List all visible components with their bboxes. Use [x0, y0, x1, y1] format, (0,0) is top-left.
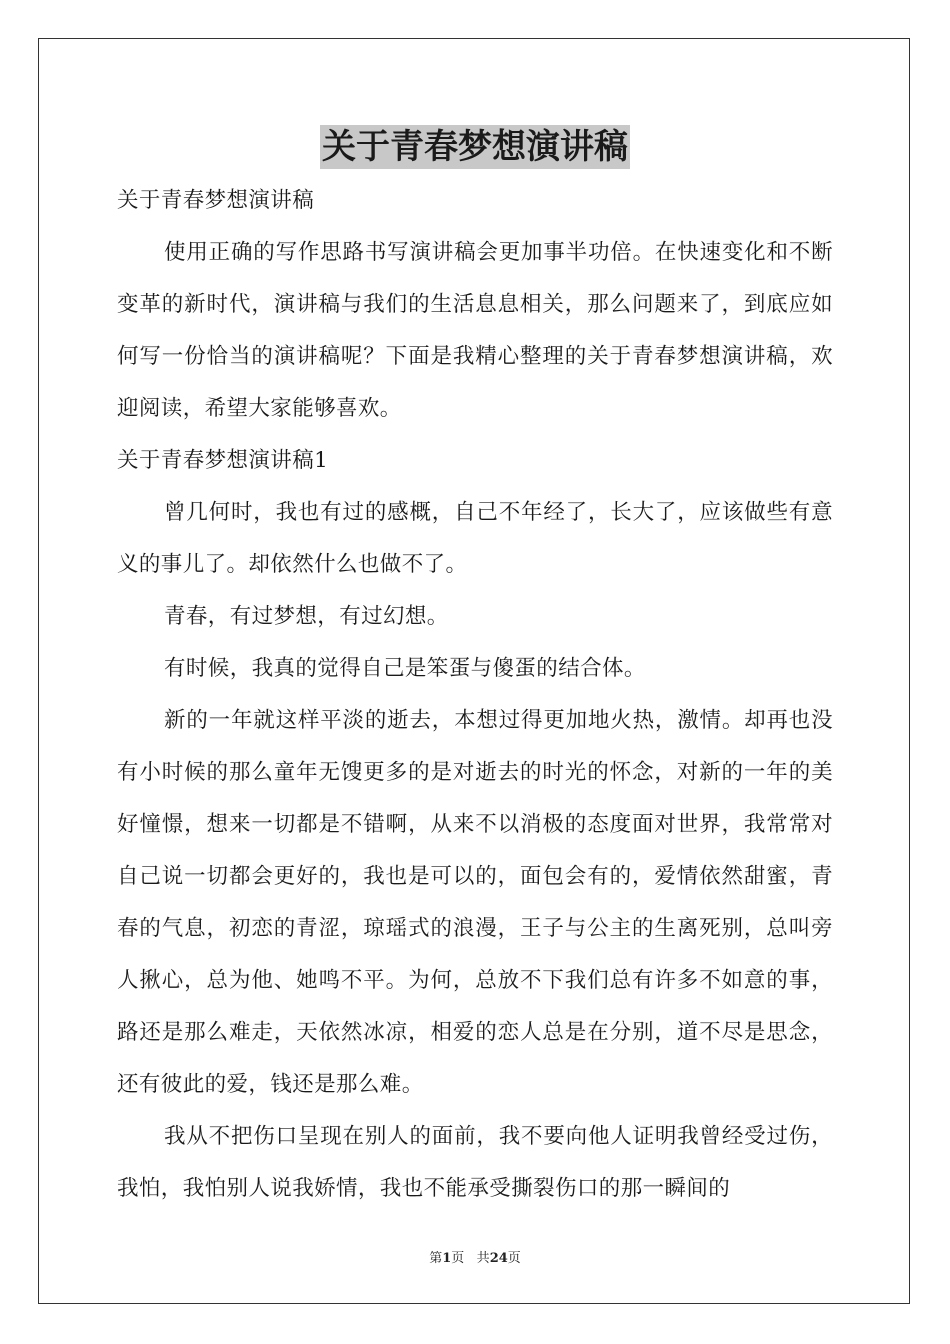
- section-heading: 关于青春梦想演讲稿1: [117, 448, 329, 473]
- document-subtitle: 关于青春梦想演讲稿: [117, 188, 315, 213]
- body-paragraph: 我从不把伤口呈现在别人的面前，我不要向他人证明我曾经受过伤，我怕，我怕别人说我娇情，我也不能承受撕裂伤口的那一瞬间的: [117, 1124, 833, 1201]
- title-container: [117, 125, 833, 173]
- document-title: 关于青春梦想演讲稿: [322, 127, 628, 167]
- body-paragraph: 曾几何时，我也有过的感概，自己不年经了，长大了，应该做些有意义的事儿了。却依然什么也做不了。: [117, 500, 833, 577]
- page-footer: [0, 1247, 950, 1266]
- page-suffix: 页: [451, 1251, 465, 1266]
- body-paragraph: 有时候，我真的觉得自己是笨蛋与傻蛋的结合体。: [164, 656, 646, 681]
- intro-paragraph: 使用正确的写作思路书写演讲稿会更加事半功倍。在快速变化和不断变革的新时代，演讲稿与我们的生活息息相关，那么问题来了，到底应如何写一份恰当的演讲稿呢？下面是我精心整理的关于青春梦想演讲稿，欢迎阅读，希望大家能够喜欢。: [117, 240, 833, 421]
- document-body: [117, 125, 833, 1215]
- total-prefix: 共: [476, 1251, 490, 1266]
- page-number: 1: [442, 1251, 452, 1266]
- total-pages: 24: [489, 1251, 508, 1266]
- body-paragraph: 青春，有过梦想，有过幻想。: [164, 604, 449, 629]
- page-prefix: 第: [429, 1251, 443, 1266]
- total-suffix: 页: [507, 1251, 521, 1266]
- body-paragraph: 新的一年就这样平淡的逝去，本想过得更加地火热，激情。却再也没有小时候的那么童年无馊更多的是对逝去的时光的怀念，对新的一年的美好憧憬，想来一切都是不错啊，从来不以消极的态度面对世界，我常常对自己说一切都会更好的，我也是可以的，面包会有的，爱情依然甜蜜，青春的气息，初恋的青涩，琼瑶式的浪漫，王子与公主的生离死别，总叫旁人揪心，总为他、她鸣不平。为何，总放不下我们总有许多不如意的事，路还是那么难走，天依然冰凉，相爱的恋人总是在分别，道不尽是思念，还有彼此的爱，钱还是那么难。: [117, 708, 833, 1097]
